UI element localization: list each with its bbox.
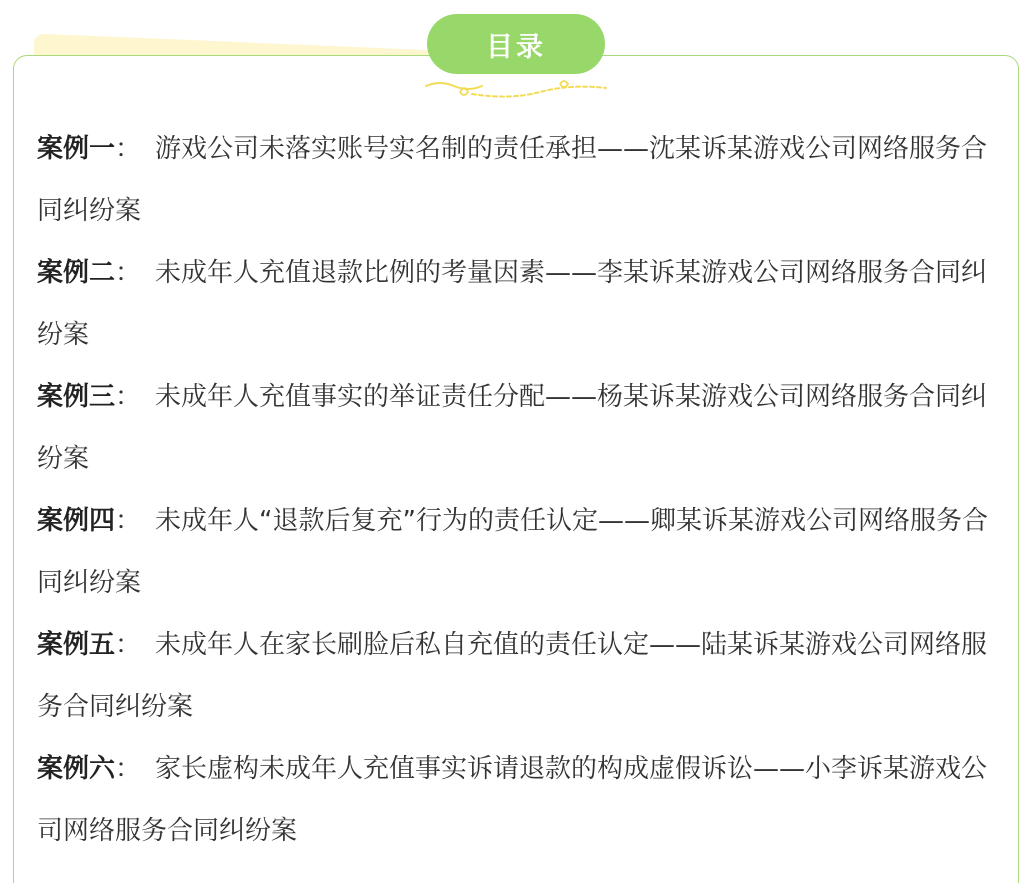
case-label: 案例五 xyxy=(37,630,116,660)
case-label: 案例二 xyxy=(37,258,116,288)
case-list xyxy=(37,118,1002,862)
toc-title-badge xyxy=(427,14,605,74)
case-separator: ： xyxy=(115,506,142,536)
case-title: 未成年人充值事实的举证责任分配——杨某诉某游戏公司网络服务合同纠纷案 xyxy=(37,382,988,474)
case-label: 案例一 xyxy=(37,134,116,164)
case-item-3[interactable] xyxy=(37,366,1002,490)
case-separator: ： xyxy=(115,258,142,288)
case-title: 游戏公司未落实账号实名制的责任承担——沈某诉某游戏公司网络服务合同纠纷案 xyxy=(37,134,988,226)
case-label: 案例四 xyxy=(37,506,116,536)
case-title: 未成年人“退款后复充”行为的责任认定——卿某诉某游戏公司网络服务合同纠纷案 xyxy=(37,506,988,598)
case-title: 未成年人充值退款比例的考量因素——李某诉某游戏公司网络服务合同纠纷案 xyxy=(37,258,988,350)
case-title: 未成年人在家长刷脸后私自充值的责任认定——陆某诉某游戏公司网络服务合同纠纷案 xyxy=(37,630,988,722)
case-item-4[interactable] xyxy=(37,490,1002,614)
page-title: 目录 xyxy=(486,31,546,63)
case-separator: ： xyxy=(115,382,142,412)
case-label: 案例六 xyxy=(37,754,116,784)
squiggle-decoration xyxy=(420,78,620,102)
case-title: 家长虚构未成年人充值事实诉请退款的构成虚假诉讼——小李诉某游戏公司网络服务合同纠纷案 xyxy=(37,754,988,846)
case-label: 案例三 xyxy=(37,382,116,412)
case-item-2[interactable] xyxy=(37,242,1002,366)
case-separator: ： xyxy=(115,630,142,660)
case-separator: ： xyxy=(115,134,142,164)
case-item-5[interactable] xyxy=(37,614,1002,738)
case-separator: ： xyxy=(115,754,142,784)
case-item-1[interactable] xyxy=(37,118,1002,242)
case-item-6[interactable] xyxy=(37,738,1002,862)
